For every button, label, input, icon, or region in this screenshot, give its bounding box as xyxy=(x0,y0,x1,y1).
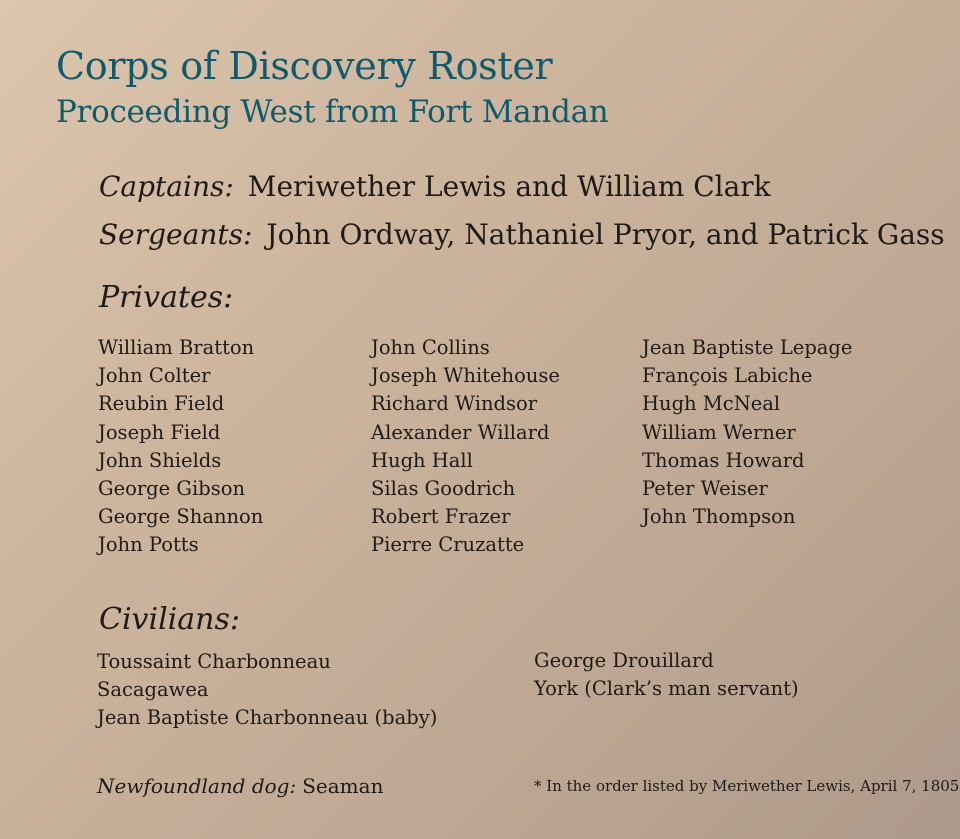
list-item: Joseph Field xyxy=(98,420,221,444)
list-item: York (Clark’s man servant) xyxy=(534,677,799,701)
list-item: John Colter xyxy=(98,364,211,388)
list-item: Toussaint Charbonneau xyxy=(97,650,331,673)
captains-label: Captains: xyxy=(99,170,234,203)
sergeants-line xyxy=(99,218,945,251)
list-item: Robert Frazer xyxy=(371,505,511,529)
privates-column-2 xyxy=(371,334,560,560)
footnote: * In the order listed by Meriwether Lewis, April 7, 1805 xyxy=(534,777,960,795)
civilians-column-2 xyxy=(534,647,799,703)
dog-name: Seaman xyxy=(302,774,384,798)
sergeants-label: Sergeants: xyxy=(99,218,253,251)
list-item: John Shields xyxy=(98,448,222,472)
list-item: George Gibson xyxy=(98,477,246,501)
list-item: Silas Goodrich xyxy=(371,477,516,501)
privates-column-1 xyxy=(98,334,263,560)
list-item: Pierre Cruzatte xyxy=(371,533,525,557)
list-item: Joseph Whitehouse xyxy=(371,364,560,388)
list-item: William Bratton xyxy=(98,336,255,359)
list-item: Jean Baptiste Lepage xyxy=(642,336,853,359)
civilians-heading: Civilians: xyxy=(99,602,240,637)
list-item: George Shannon xyxy=(98,505,264,529)
list-item: Richard Windsor xyxy=(371,392,538,416)
list-item: Hugh Hall xyxy=(371,448,473,472)
page-title: Corps of Discovery Roster xyxy=(56,44,553,88)
dog-line xyxy=(97,774,383,798)
list-item: Sacagawea xyxy=(97,678,209,702)
privates-column-3 xyxy=(642,334,852,531)
list-item: Reubin Field xyxy=(98,392,225,416)
list-item: Peter Weiser xyxy=(642,477,768,501)
sergeants-names: John Ordway, Nathaniel Pryor, and Patrick Gass xyxy=(266,218,945,251)
list-item: Hugh McNeal xyxy=(642,392,781,416)
captains-line xyxy=(99,170,771,203)
civilians-column-1 xyxy=(97,648,437,733)
list-item: Thomas Howard xyxy=(642,448,805,472)
list-item: Jean Baptiste Charbonneau (baby) xyxy=(97,706,438,730)
list-item: John Potts xyxy=(98,533,199,557)
list-item: William Werner xyxy=(642,420,796,444)
captains-names: Meriwether Lewis and William Clark xyxy=(247,170,771,203)
dog-label: Newfoundland dog: xyxy=(97,774,297,798)
list-item: Alexander Willard xyxy=(371,420,550,444)
list-item: George Drouillard xyxy=(534,649,714,672)
list-item: John Collins xyxy=(371,336,490,359)
privates-heading: Privates: xyxy=(99,280,234,315)
list-item: John Thompson xyxy=(642,505,796,529)
list-item: François Labiche xyxy=(642,364,813,388)
page-subtitle: Proceeding West from Fort Mandan xyxy=(56,94,609,130)
